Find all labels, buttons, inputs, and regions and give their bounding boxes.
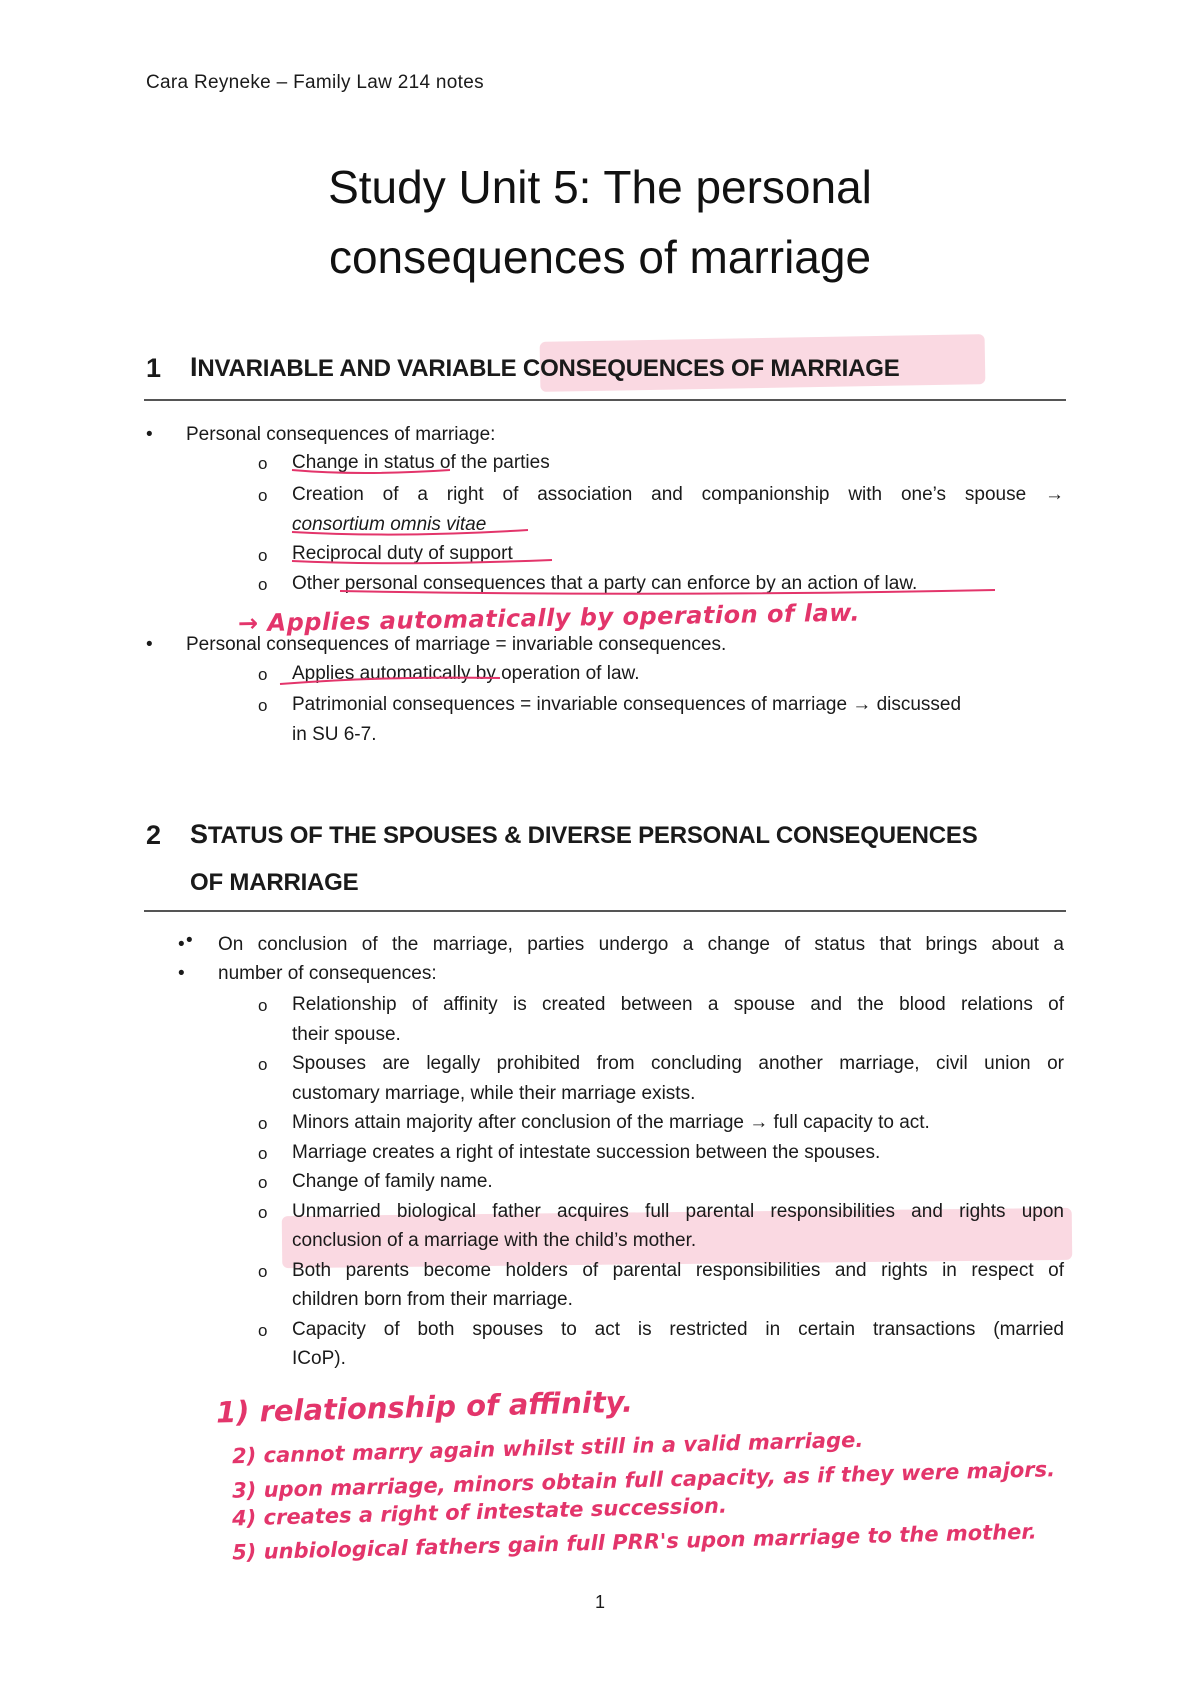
handwritten-note: 2) cannot marry again whilst still in a valid marriage. (231, 1427, 864, 1469)
sub-list-item-continuation: ICoP). (292, 1348, 346, 1369)
list-item: • Personal consequences of marriage = invariable consequences. (186, 630, 1066, 659)
page-number: 1 (594, 1592, 605, 1612)
sub-bullet-marker: o (258, 1261, 268, 1281)
heading-rest: TATUS OF THE SPOUSES & DIVERSE PERSONAL CONSEQUENCES (207, 822, 978, 849)
section-number: 2 (146, 820, 162, 850)
section-number: 1 (146, 353, 162, 383)
sub-bullet-marker: o (258, 665, 268, 684)
sub-list-item: Capacity of both spouses to act is restricted in certain transactions (married (292, 1318, 1064, 1340)
underline-reciprocal-duty (292, 560, 552, 563)
heading-initial: S (190, 819, 208, 849)
sub-list-item: Applies automatically by operation of law. (292, 663, 640, 684)
handwritten-note: 1) relationship of affinity. (215, 1384, 634, 1430)
sub-list-item: Both parents become holders of parental responsibilities and rights in respect of (292, 1259, 1064, 1281)
sub-list-item-continuation: in SU 6-7. (292, 724, 377, 745)
sub-bullet-marker: o (258, 1320, 268, 1340)
underline-applies-automatically (280, 678, 500, 684)
handwritten-annotation: → Applies automatically by operation of law. (237, 598, 861, 638)
sub-list-item: Change in status of the parties (292, 452, 550, 473)
handwritten-note: 4) creates a right of intestate succession. (231, 1493, 728, 1531)
handwritten-note: 5) unbiological fathers gain full PRR's upon marriage to the mother. (231, 1519, 1037, 1565)
sub-list-item: Patrimonial consequences = invariable consequences of marriage → discussed (292, 694, 962, 715)
sub-bullet-marker: o (258, 575, 268, 594)
sub-list-item-continuation: consortium omnis vitae (292, 514, 487, 535)
sub-list-item: Other personal consequences that a party can enforce by an action of law. (292, 573, 918, 594)
sub-list-item-continuation: conclusion of a marriage with the child’s mother. (292, 1230, 697, 1251)
heading-initial: I (190, 352, 198, 382)
title-line-1: Study Unit 5: The personal (328, 161, 872, 213)
running-header: Cara Reyneke – Family Law 214 notes (146, 72, 484, 93)
sub-list-item: Change of family name. (292, 1171, 493, 1192)
section-heading-line-2: OF MARRIAGE (190, 869, 359, 896)
sub-list-item: Reciprocal duty of support (292, 543, 513, 564)
sub-bullet-marker: o (258, 1202, 268, 1222)
sub-list-item-continuation: children born from their marriage. (292, 1289, 573, 1310)
sub-bullet-marker: o (258, 1173, 268, 1192)
sub-bullet-marker: o (258, 454, 268, 473)
sub-bullet-marker: o (258, 996, 268, 1015)
sub-list-item: Marriage creates a right of intestate succession between the spouses. (292, 1141, 881, 1163)
sub-bullet-marker: o (258, 546, 268, 565)
list-item-continuation: • number of consequences: (218, 959, 1064, 988)
handwritten-note: 3) upon marriage, minors obtain full capacity, as if they were majors. (231, 1457, 1056, 1503)
underline-consortium (292, 530, 528, 535)
bullet-marker: • (186, 930, 193, 951)
underline-change-in-status (292, 470, 450, 473)
sub-list-item: Spouses are legally prohibited from concluding another marriage, civil union or (292, 1053, 1064, 1074)
sub-bullet-marker: o (258, 486, 268, 505)
underline-other-consequences (340, 590, 995, 594)
sub-list-item: Unmarried biological father acquires full parental responsibilities and rights upon (292, 1200, 1064, 1222)
list-item: • Personal consequences of marriage: (186, 420, 1066, 449)
list-item: • On conclusion of the marriage, parties undergo a change of status that brings about a (218, 930, 1064, 959)
sub-bullet-marker: o (258, 696, 268, 715)
sub-bullet-marker: o (258, 1114, 268, 1133)
sub-list-item: Relationship of affinity is created between a spouse and the blood relations of (292, 994, 1064, 1015)
sub-list-item-continuation: customary marriage, while their marriage exists. (292, 1082, 696, 1104)
heading-rest: NVARIABLE AND VARIABLE CONSEQUENCES OF MARRIAGE (197, 355, 900, 382)
sub-list-item: Minors attain majority after conclusion of the marriage → full capacity to act. (292, 1112, 930, 1133)
sub-bullet-marker: o (258, 1143, 268, 1163)
sub-list-item: Creation of a right of association and companionship with one’s spouse → (292, 484, 1064, 505)
sub-bullet-marker: o (258, 1055, 268, 1074)
title-line-2: consequences of marriage (328, 231, 872, 283)
sub-list-item-continuation: their spouse. (292, 1023, 401, 1045)
